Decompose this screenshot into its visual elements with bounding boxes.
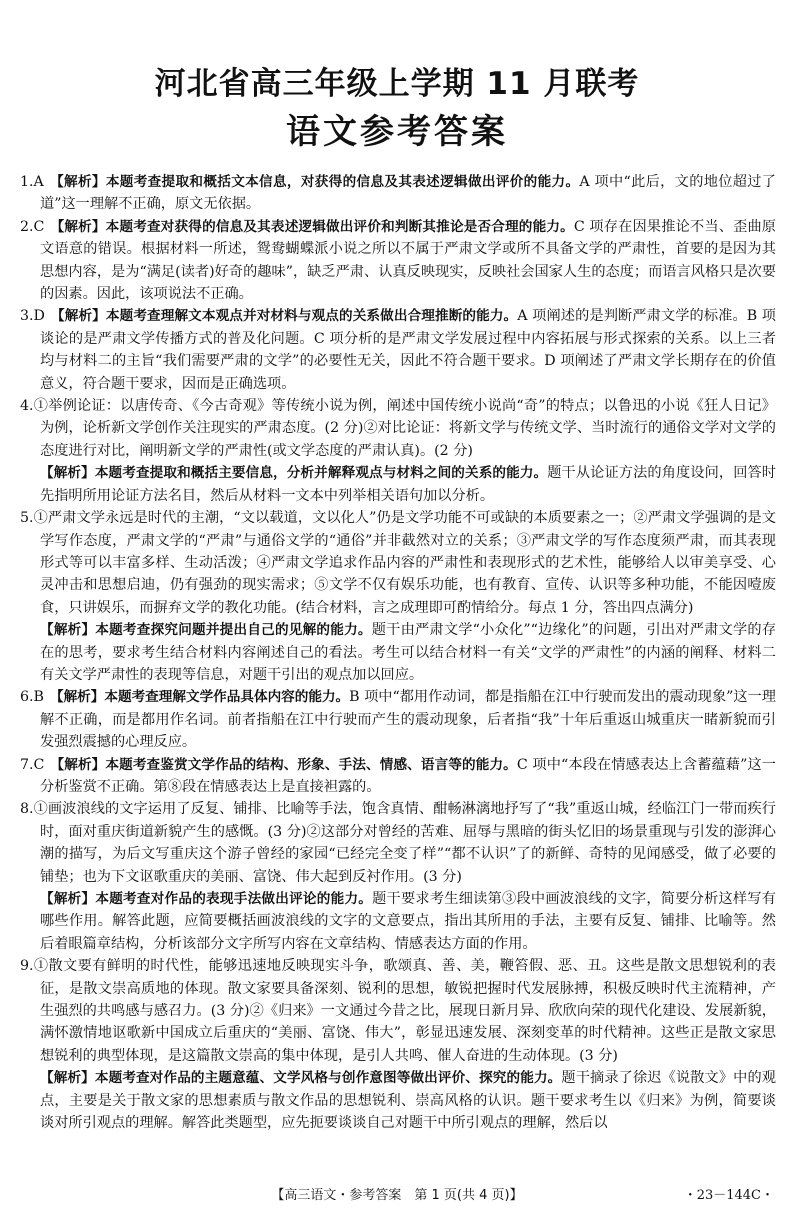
- answer-choice: C: [33, 218, 45, 235]
- answer-item: [20, 305, 776, 395]
- analysis-text: 题干从论证方法的角度设问，回答时先指明所用论证方法名目，然后从材料一文本中列举相关语句加以分析。: [40, 465, 776, 504]
- question-number: 9.: [20, 958, 34, 975]
- exam-subtitle: 语文参考答案: [286, 112, 508, 152]
- answer-text: C 项存在因果推论不当、歪曲原文语意的错误。根据材料一所述，鸳鸯蝴蝶派小说之所以不属于严肃文学或所不具备文学的严肃性，首要的是因为其思想内容，是为“满足(读者)好奇的趣味”，缺乏严肃、认真反映现实，反映社会国家人生的态度；而语言风格只是次要的因素。因此，该项说法不正确。: [40, 218, 776, 303]
- analysis-label: 【解析】本题考查理解文学作品具体内容的能力。: [49, 689, 350, 706]
- analysis-label: 【解析】本题考查提取和概括主要信息，分析并解释观点与材料之间的关系的能力。: [40, 465, 548, 482]
- analysis-label: 【解析】本题考查对获得的信息及其表述逻辑做出评价和判断其推论是否合理的能力。: [50, 218, 574, 235]
- answer-choice: D: [33, 308, 45, 325]
- answer-item: [20, 216, 776, 306]
- analysis-text: 题干要求考生细读第③段中画波浪线的文字，简要分析这样写有哪些作用。解答此题，应简要概括画波浪线的文字的文意要点，指出其所用的手法，主要有反复、铺排、比喻等。然后着眼篇章结构，分析该部分文字所写内容在文章结构、情感表达方面的作用。: [40, 891, 776, 952]
- answer-item: [20, 507, 776, 619]
- answer-text: ①画波浪线的文字运用了反复、铺排、比喻等手法，饱含真情、酣畅淋漓地抒写了“我”重返山城，经临江门一带而疾行时，面对重庆街道新貌产生的感慨。(3 分)②这部分对曾经的苦难、屈辱与黑暗的街头忆旧的场景重现与引发的澎湃心潮的描写，为后文写重庆这个游子曾经的家园“已经完全变了样”“都不认识”了的新鲜、奇特的见闻感受，做了必要的铺垫；也为下文讴歌重庆的美丽、富饶、伟大起到反衬作用。(3 分): [33, 801, 776, 885]
- answer-item: [20, 754, 776, 799]
- answer-content: [20, 171, 776, 1134]
- exam-title: 河北省高三年级上学期 11 月联考: [154, 66, 640, 102]
- answer-text: B 项中“都用作动词，都是指船在江中行驶而发出的震动现象”这一理解不正确，而是都用作名词。前者指船在江中行驶而产生的震动现象，后者指“我”十年后重返山城重庆一睹新貌而引发强烈震撼的心理反应。: [40, 689, 776, 751]
- analysis-label: 【解析】本题考查提取和概括文本信息，对获得的信息及其表述逻辑做出评价的能力。: [49, 174, 580, 190]
- analysis-paragraph: [20, 619, 776, 686]
- question-number: 8.: [20, 801, 34, 818]
- analysis-paragraph: [20, 1067, 776, 1134]
- answer-choice: B: [33, 689, 44, 706]
- answer-choice: A: [33, 174, 44, 190]
- question-number: 3.: [20, 308, 34, 325]
- answer-item: [20, 395, 776, 462]
- question-number: 2.: [20, 218, 34, 235]
- question-number: 4.: [20, 398, 34, 415]
- analysis-label: 【解析】本题考查对作品的表现手法做出评论的能力。: [40, 891, 373, 907]
- footer-page-info: 【高三语文・参考答案 第 1 页(共 4 页)】: [271, 1188, 523, 1203]
- answer-text: ①举例论证：以唐传奇、《今古奇观》等传统小说为例，阐述中国传统小说尚“奇”的特点；以鲁迅的小说《狂人日记》为例，论析新文学创作关注现实的严肃态度。(2 分)②对比论证：将新文学与传统文学、当时流行的通俗文学对文学的态度进行对比，阐明新文学的严肃性(或文学态度的严肃认真)。(2 分): [33, 398, 776, 459]
- answer-item: [20, 955, 776, 1067]
- answer-text: ①散文要有鲜明的时代性，能够迅速地反映现实斗争，歌颂真、善、美，鞭笞假、恶、丑。这些是散文思想锐利的表征，是散文崇高质地的体现。散文家要具备深刻、锐利的思想，敏锐把握时代发展脉搏，积极反映时代主流精神，产生强烈的共鸣感与感召力。(3 分)②《归来》一文通过今昔之比，展现日新月异、欣欣向荣的现代化建设、发展新貌，满怀激情地讴歌新中国成立后重庆的“美丽、富饶、伟大”，彰显迅速发展、深刻变革的时代精神。这些正是散文家思想锐利的典型体现，是这篇散文崇高的集中体现，是引人共鸣、催人奋进的生动体现。(3 分): [33, 958, 776, 1064]
- analysis-label: 【解析】本题考查探究问题并提出自己的见解的能力。: [40, 622, 372, 639]
- answer-text: A 项阐述的是判断严肃文学的标准。B 项谈论的是严肃文学传播方式的普及化问题。C 项分析的是严肃文学发展过程中内容拓展与形式探索的关系。以上三者均与材料二的主旨“我们需要严肃的文学”的必要性无关，因此不符合题干要求。D 项阐述了严肃文学长期存在的价值意义，符合题干要求，因而是正确选项。: [40, 308, 776, 392]
- analysis-label: 【解析】本题考查对作品的主题意蕴、文学风格与创作意图等做出评价、探究的能力。: [40, 1070, 562, 1087]
- footer-code: ・23－144C・: [683, 1188, 774, 1203]
- question-number: 7.: [20, 756, 34, 773]
- answer-choice: C: [33, 756, 45, 773]
- page-footer: [20, 1184, 774, 1206]
- answer-text: A 项中“此后，文的地位超过了道”这一理解不正确，原文无依据。: [40, 174, 776, 213]
- analysis-text: 题干摘录了徐迟《说散文》中的观点，主要是关于散文家的思想素质与散文作品的思想锐利、崇高风格的认识。题干要求考生以《归来》为例，简要谈谈对所引观点的理解。解答此类题型，应先扼要谈谈自己对题干中所引观点的理解，然后以: [40, 1070, 776, 1132]
- analysis-paragraph: [20, 462, 776, 507]
- analysis-text: 题干由严肃文学“小众化”“边缘化”的问题，引出对严肃文学的存在的思考，要求考生结合材料内容阐述自己的看法。考生可以结合材料一有关“文学的严肃性”的内涵的阐释、材料二有关文学严肃性的表现等信息，对题干引出的观点加以回应。: [40, 622, 777, 683]
- analysis-label: 【解析】本题考查理解文本观点并对材料与观点的关系做出合理推断的能力。: [50, 308, 518, 325]
- question-number: 1.: [20, 174, 34, 190]
- analysis-label: 【解析】本题考查鉴赏文学作品的结构、形象、手法、情感、语言等的能力。: [50, 756, 517, 773]
- answer-item: [20, 798, 776, 888]
- answer-item: [20, 171, 776, 216]
- answer-item: [20, 686, 776, 753]
- question-number: 6.: [20, 689, 34, 706]
- question-number: 5.: [20, 510, 34, 527]
- answer-text: C 项中“本段在情感表达上含蓄蕴藉”这一分析鉴赏不正确。第⑧段在情感表达上是直接袒露的。: [40, 756, 776, 795]
- analysis-paragraph: [20, 888, 776, 955]
- answer-text: ①严肃文学永远是时代的主潮，“文以载道，文以化人”仍是文学功能不可或缺的本质要素之一；②严肃文学强调的是文学写作态度，严肃文学的“严肃”与通俗文学的“通俗”并非截然对立的关系；③严肃文学的写作态度须严肃，而其表现形式等可以丰富多样、生动活泼；④严肃文学追求作品内容的严肃性和表现形式的艺术性，能够给人以审美享受、心灵冲击和思想启迪，仍有强劲的现实需求；⑤文学不仅有娱乐功能，也有教育、宣传、认识等多种功能，不能因噎废食，只讲娱乐，而摒弃文学的教化功能。(结合材料，言之成理即可酌情给分。每点 1 分，答出四点满分): [33, 510, 776, 616]
